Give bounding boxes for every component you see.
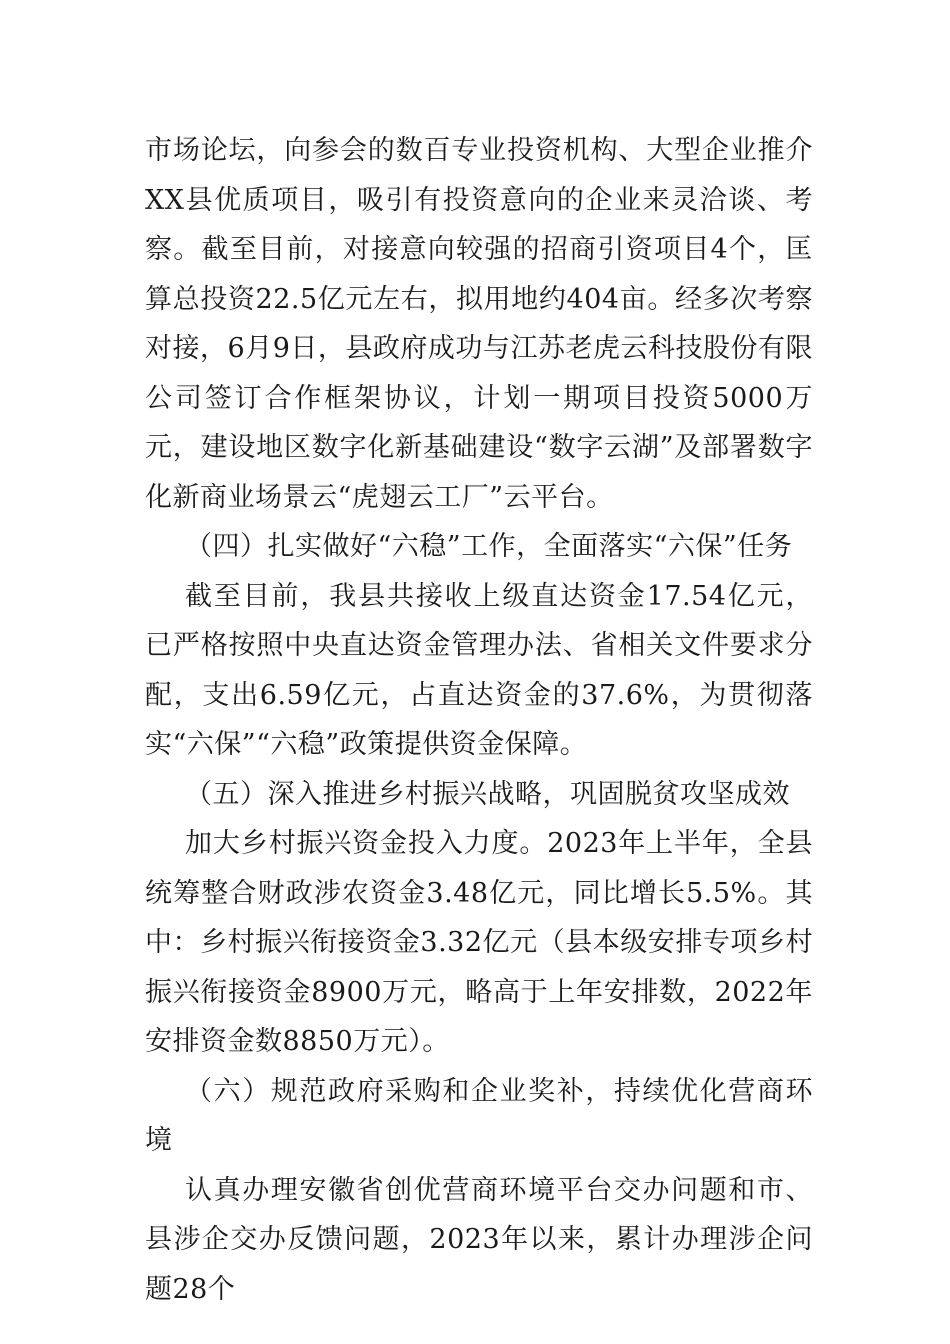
- paragraph-rural-revitalization: 加大乡村振兴资金投入力度。2023年上半年，全县统筹整合财政涉农资金3.48亿元，同比增长5.5%。其中：乡村振兴衔接资金3.32亿元（县本级安排专项乡村振兴衔接资金8900万元，略高于上年安排数，2022年安排资金数8850万元）。: [145, 828, 813, 1057]
- paragraph-business-environment: 认真办理安徽省创优营商环境平台交办问题和市、县涉企交办反馈问题，2023年以来，累计办理涉企问题28个: [145, 1174, 813, 1305]
- paragraph-investment-promotion: 市场论坛，向参会的数百专业投资机构、大型企业推介XX县优质项目，吸引有投资意向的企业来灵洽谈、考察。截至目前，对接意向较强的招商引资项目4个，匡算总投资22.5亿元左右，拟用地约404亩。经多次考察对接，6月9日，县政府成功与江苏老虎云科技股份有限公司签订合作框架协议，计划一期项目投资5000万元，建设地区数字化新基础建设“数字云湖”及部署数字化新商业场景云“虎翅云工厂”云平台。: [145, 135, 813, 513]
- section-heading-four: （四）扎实做好“六稳”工作，全面落实“六保”任务: [185, 531, 793, 562]
- paragraph-direct-funds: 截至目前，我县共接收上级直达资金17.54亿元，已严格按照中央直达资金管理办法、省相关文件要求分配，支出6.59亿元，占直达资金的37.6%，为贯彻落实“六保”“六稳”政策提供资金保障。: [145, 580, 813, 760]
- document-body: [145, 126, 813, 1314]
- section-heading-five: （五）深入推进乡村振兴战略，巩固脱贫攻坚成效: [185, 778, 790, 810]
- section-heading-six: （六）规范政府采购和企业奖补，持续优化营商环境: [145, 1075, 813, 1156]
